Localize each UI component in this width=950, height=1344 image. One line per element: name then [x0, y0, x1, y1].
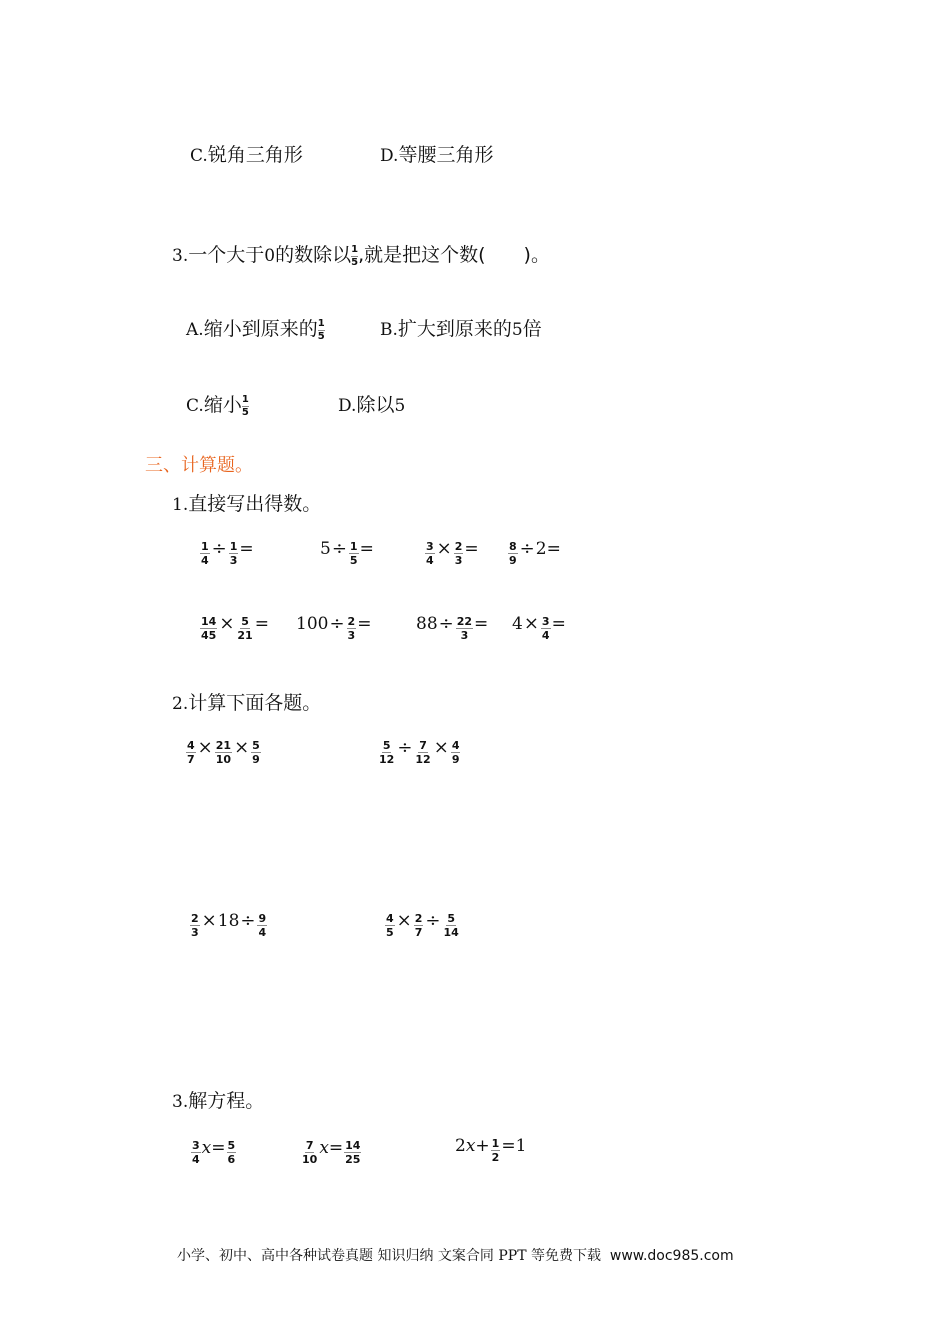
numerator: 3 — [192, 1139, 200, 1152]
numerator: 1 — [201, 540, 209, 553]
numerator: 3 — [426, 540, 434, 553]
option-b-tail: 倍 — [522, 318, 542, 340]
operator: + — [475, 1136, 490, 1156]
operator: × — [197, 737, 213, 758]
denominator: 25 — [345, 1153, 361, 1166]
variable: x — [201, 1138, 212, 1158]
option-d-number: 5 — [394, 396, 406, 416]
denominator: 5 — [349, 554, 358, 567]
operator: ÷ — [519, 538, 535, 559]
denominator: 10 — [302, 1153, 318, 1166]
numerator: 4 — [386, 912, 394, 925]
number: 5 — [320, 539, 331, 559]
expression — [507, 540, 561, 567]
expression — [199, 615, 269, 642]
operator: ÷ — [329, 613, 345, 634]
number: 18 — [217, 911, 240, 931]
fraction — [425, 540, 435, 567]
option-d-text: 除以 — [356, 394, 395, 416]
denominator: 5 — [241, 407, 249, 418]
option-c-text: 缩小 — [203, 394, 242, 416]
fraction — [451, 739, 461, 766]
option-d-q3 — [338, 390, 405, 417]
fraction — [385, 912, 395, 939]
stem-number: 0 — [264, 246, 276, 266]
equation — [455, 1137, 526, 1164]
denominator: 3 — [229, 554, 238, 567]
operator: × — [523, 613, 539, 634]
part-number: 1. — [172, 495, 189, 515]
numerator: 21 — [215, 739, 232, 752]
denominator: 4 — [258, 926, 267, 939]
fraction — [242, 394, 249, 419]
denominator: 3 — [347, 629, 356, 642]
expression — [377, 739, 461, 766]
numerator: 4 — [451, 739, 460, 752]
option-a-text: 缩小到原来的 — [203, 318, 318, 340]
option-d — [380, 140, 493, 167]
fraction — [443, 912, 460, 939]
page-footer — [177, 1245, 734, 1265]
numerator: 5 — [382, 739, 391, 752]
part-title: 计算下面各题。 — [188, 692, 322, 714]
option-b-text: 扩大到原来的 — [397, 318, 512, 340]
fraction — [229, 540, 239, 567]
denominator: 5 — [351, 257, 359, 268]
stem-part: 的数除以 — [275, 244, 352, 266]
denominator: 3 — [454, 554, 463, 567]
denominator: 12 — [379, 753, 395, 766]
fraction — [414, 912, 424, 939]
numerator: 5 — [227, 1139, 236, 1152]
denominator: 5 — [386, 926, 394, 939]
numerator: 1 — [241, 394, 249, 405]
footer-text: 小学、初中、高中各种试卷真题 知识归纳 文案合同 PPT 等免费下载 — [177, 1248, 601, 1264]
denominator: 21 — [237, 629, 253, 642]
operator: × — [433, 737, 449, 758]
number: 2 — [455, 1136, 466, 1156]
option-a-letter: A. — [186, 320, 204, 340]
fraction — [456, 615, 473, 642]
denominator: 2 — [491, 1151, 500, 1164]
number: 100 — [296, 614, 329, 634]
number: =1 — [501, 1136, 527, 1156]
fraction — [236, 615, 253, 642]
fraction — [414, 739, 431, 766]
expression — [416, 615, 488, 642]
fraction — [349, 540, 359, 567]
denominator: 4 — [426, 554, 434, 567]
option-d-letter: D. — [338, 396, 357, 416]
fraction — [190, 912, 200, 939]
equals: = — [328, 1138, 344, 1158]
option-d-text: 等腰三角形 — [398, 144, 494, 166]
numerator: 7 — [419, 739, 427, 752]
numerator: 5 — [447, 912, 455, 925]
numerator: 2 — [454, 540, 463, 553]
operator: × — [436, 538, 452, 559]
expression — [199, 540, 254, 567]
numerator: 1 — [491, 1137, 500, 1150]
operator: ÷ — [425, 910, 441, 931]
question-number: 3. — [172, 246, 189, 266]
fraction — [318, 318, 325, 343]
fraction — [344, 1139, 361, 1166]
numerator: 2 — [191, 912, 199, 925]
fraction — [227, 1139, 237, 1166]
expression — [296, 615, 371, 642]
part-title: 直接写出得数。 — [188, 493, 322, 515]
stem-part: ,就是把这个数( — [358, 244, 486, 266]
expression — [189, 912, 268, 939]
number: 88 — [416, 614, 438, 634]
numerator: 1 — [229, 540, 238, 553]
denominator: 14 — [443, 926, 459, 939]
operator: × — [234, 737, 250, 758]
denominator: 3 — [191, 926, 199, 939]
fraction — [200, 615, 217, 642]
option-c — [190, 140, 303, 167]
denominator: 9 — [509, 554, 517, 567]
numerator: 2 — [347, 615, 356, 628]
option-a — [186, 314, 325, 343]
equation — [300, 1139, 362, 1166]
option-d-letter: D. — [380, 146, 399, 166]
fraction — [454, 540, 464, 567]
numerator: 14 — [345, 1139, 361, 1152]
fraction — [251, 739, 261, 766]
option-b-number: 5 — [511, 320, 523, 340]
numerator: 8 — [509, 540, 517, 553]
expression — [512, 615, 566, 642]
equals: = — [464, 539, 479, 559]
number: 4 — [512, 614, 523, 634]
equals: = — [357, 614, 372, 634]
denominator: 10 — [215, 753, 232, 766]
numerator: 3 — [541, 615, 550, 628]
denominator: 7 — [187, 753, 195, 766]
denominator: 45 — [201, 629, 217, 642]
fraction — [257, 912, 267, 939]
option-b-letter: B. — [380, 320, 398, 340]
numerator: 9 — [258, 912, 267, 925]
operator: ÷ — [397, 737, 413, 758]
expression — [384, 912, 461, 939]
equals: = — [254, 614, 269, 634]
fraction — [347, 615, 357, 642]
operator: ÷ — [438, 613, 454, 634]
footer-link[interactable]: www.doc985.com — [609, 1248, 734, 1264]
numerator: 4 — [187, 739, 195, 752]
denominator: 4 — [201, 554, 209, 567]
equals: = — [211, 1138, 226, 1158]
equals: = — [359, 539, 374, 559]
operator: ÷ — [240, 910, 256, 931]
expression — [320, 540, 374, 567]
expression — [424, 540, 479, 567]
fraction — [508, 540, 518, 567]
stem-part: )。 — [523, 244, 550, 266]
answer-blank — [486, 244, 524, 266]
denominator: 12 — [415, 753, 431, 766]
fraction — [541, 615, 551, 642]
part-1-title — [172, 489, 321, 516]
fraction — [191, 1139, 201, 1166]
part-number: 3. — [172, 1092, 189, 1112]
denominator: 5 — [317, 331, 325, 342]
numerator: 22 — [456, 615, 473, 628]
option-c-text: 锐角三角形 — [207, 144, 303, 166]
numerator: 5 — [252, 739, 260, 752]
option-c-letter: C. — [186, 396, 204, 416]
fraction — [200, 540, 210, 567]
question-3-stem — [172, 240, 550, 269]
operator: × — [201, 910, 217, 931]
expression — [185, 739, 262, 766]
variable: x — [319, 1138, 329, 1158]
equals: = — [239, 539, 254, 559]
part-number: 2. — [172, 694, 189, 714]
fraction — [215, 739, 232, 766]
fraction — [301, 1139, 318, 1166]
operator: ÷ — [331, 538, 347, 559]
numerator: 5 — [241, 615, 249, 628]
part-2-title — [172, 688, 321, 715]
equals: = — [551, 614, 566, 634]
section-heading: 三、计算题。 — [145, 455, 253, 476]
equals: = — [474, 614, 489, 634]
numerator: 1 — [349, 540, 358, 553]
variable: x — [465, 1136, 476, 1156]
denominator: 9 — [252, 753, 260, 766]
equation — [190, 1139, 237, 1166]
numerator: 1 — [351, 244, 359, 255]
fraction — [186, 739, 196, 766]
fraction — [491, 1137, 501, 1164]
number: 2= — [535, 539, 561, 559]
denominator: 7 — [414, 926, 423, 939]
denominator: 6 — [227, 1153, 236, 1166]
part-title: 解方程。 — [188, 1090, 265, 1112]
option-c-letter: C. — [190, 146, 208, 166]
denominator: 4 — [192, 1153, 200, 1166]
numerator: 2 — [414, 912, 423, 925]
operator: ÷ — [211, 538, 227, 559]
fraction — [378, 739, 395, 766]
part-3-title — [172, 1086, 264, 1113]
numerator: 14 — [201, 615, 217, 628]
operator: × — [219, 613, 235, 634]
operator: × — [396, 910, 412, 931]
numerator: 1 — [317, 318, 325, 329]
denominator: 3 — [460, 629, 469, 642]
denominator: 9 — [451, 753, 460, 766]
option-c-q3 — [186, 390, 249, 419]
stem-part: 一个大于 — [188, 244, 265, 266]
denominator: 4 — [541, 629, 550, 642]
numerator: 7 — [305, 1139, 314, 1152]
option-b — [380, 314, 542, 341]
